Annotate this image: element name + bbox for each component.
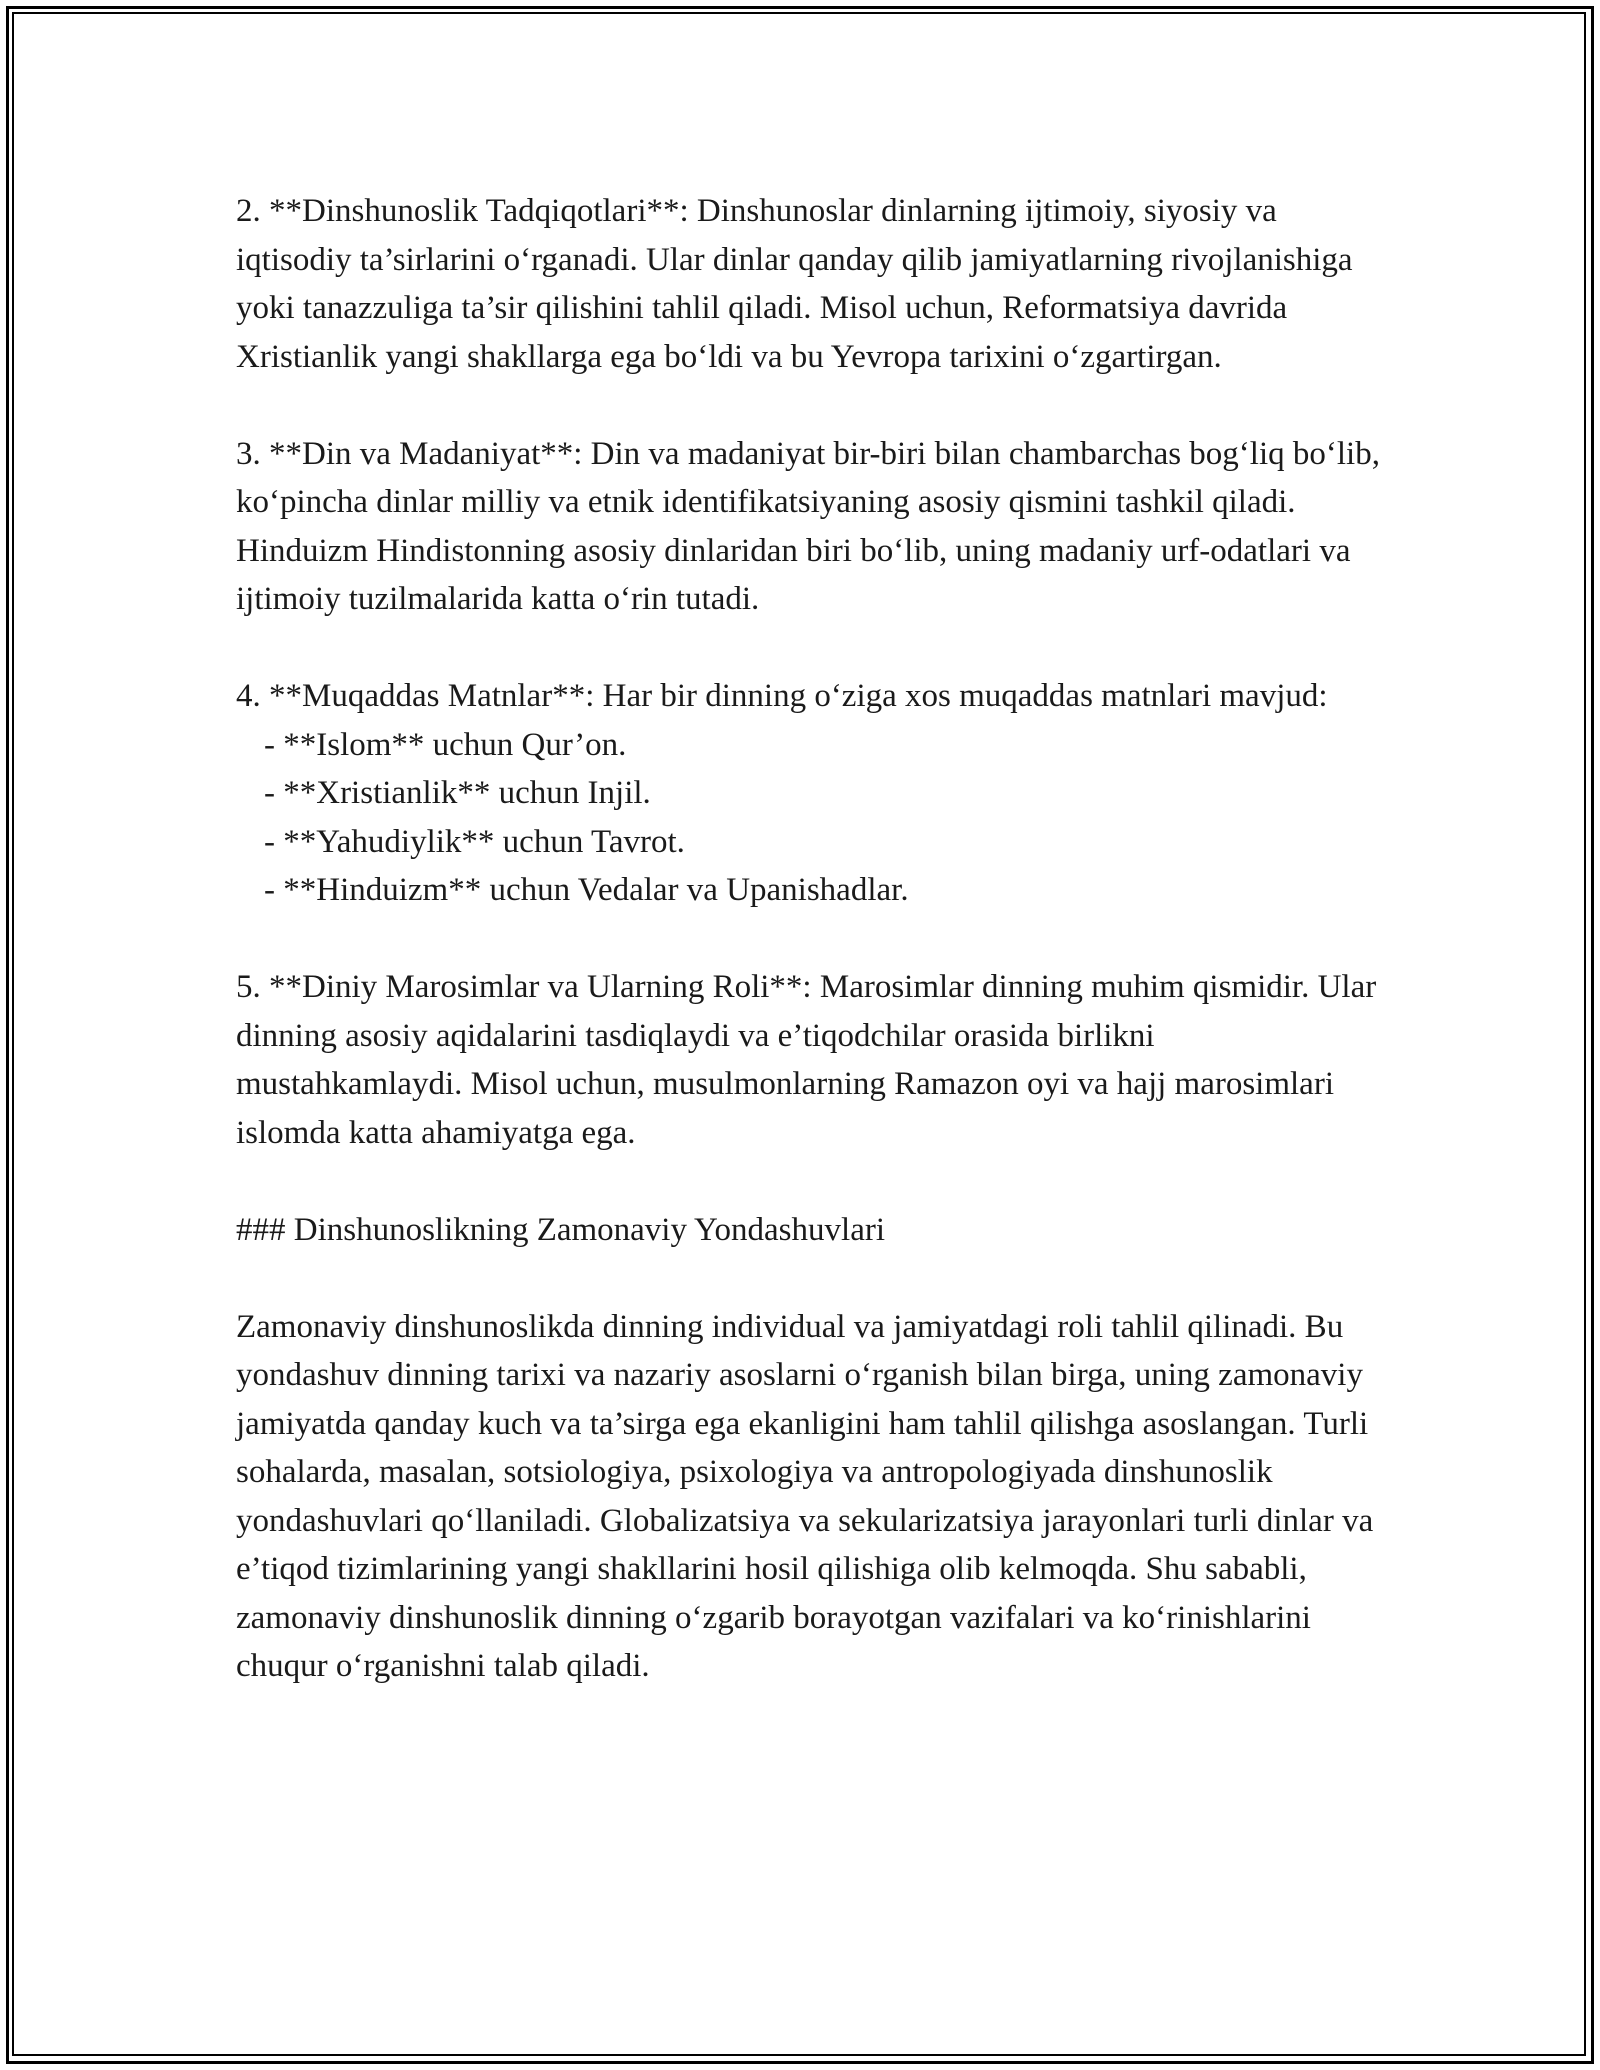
- paragraph-zamonaviy-yondashuvlar: Zamonaviy dinshunoslikda dinning individual va jamiyatdagi roli tahlil qilinadi. Bu yondashuv dinning tarixi va nazariy asoslarni o‘rganish bilan birga, uning zamonaviy jamiyatda qanday kuch va ta’sirga ega ekanligini ham tahlil qilishga asoslangan. Turli sohalarda, masalan, sotsiologiya, psixologiya va antropologiyada dinshunoslik yondashuvlari qo‘llaniladi. Globalizatsiya va sekularizatsiya jarayonlari turli dinlar va e’tiqod tizimlarining yangi shakllarini hosil qilishiga olib kelmoqda. Shu sababli, zamonaviy dinshunoslik dinning o‘zgarib borayotgan vazifalari va ko‘rinishlarini chuqur o‘rganishni talab qiladi.: [236, 1308, 1374, 1684]
- list-item: - **Hinduizm** uchun Vedalar va Upanishadlar.: [264, 872, 909, 908]
- document-body: [236, 187, 1386, 1691]
- sacred-texts-list: [236, 721, 1386, 915]
- paragraph-din-va-madaniyat: 3. **Din va Madaniyat**: Din va madaniyat bir-biri bilan chambarchas bog‘liq bo‘lib, ko‘pincha dinlar milliy va etnik identifikatsiyaning asosiy qismini tashkil qiladi. Hinduizm Hindistonning asosiy dinlaridan biri bo‘lib, uning madaniy urf-odatlari va ijtimoiy tuzilmalarida katta o‘rin tutadi.: [236, 435, 1380, 617]
- list-item: - **Xristianlik** uchun Injil.: [264, 775, 651, 811]
- paragraph-dinshunoslik-tadqiqotlari: 2. **Dinshunoslik Tadqiqotlari**: Dinshunoslar dinlarning ijtimoiy, siyosiy va iqtisodiy ta’sirlarini o‘rganadi. Ular dinlar qanday qilib jamiyatlarning rivojlanishiga yoki tanazzuliga ta’sir qilishini tahlil qiladi. Misol uchun, Reformatsiya davrida Xristianlik yangi shakllarga ega bo‘ldi va bu Yevropa tarixini o‘zgartirgan.: [236, 193, 1353, 375]
- paragraph-diniy-marosimlar: 5. **Diniy Marosimlar va Ularning Roli**: Marosimlar dinning muhim qismidir. Ular dinning asosiy aqidalarini tasdiqlaydi va e’tiqodchilar orasida birlikni mustahkamlaydi. Misol uchun, musulmonlarning Ramazon oyi va hajj marosimlari islomda katta ahamiyatga ega.: [236, 969, 1377, 1151]
- list-item: - **Yahudiylik** uchun Tavrot.: [264, 823, 685, 860]
- list-item: - **Islom** uchun Qur’on.: [264, 726, 627, 763]
- section-heading: ### Dinshunoslikning Zamonaviy Yondashuvlari: [236, 1211, 885, 1248]
- paragraph-muqaddas-matnlar: 4. **Muqaddas Matnlar**: Har bir dinning o‘ziga xos muqaddas matnlari mavjud:: [236, 678, 1328, 714]
